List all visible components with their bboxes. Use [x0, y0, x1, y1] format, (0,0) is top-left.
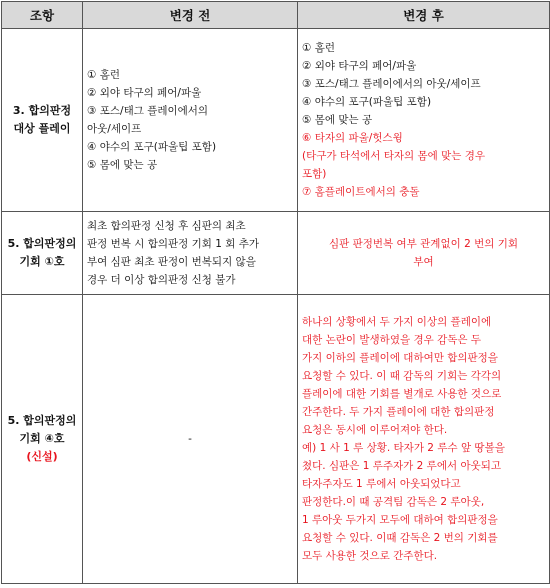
label-line: 기회 ①호: [19, 255, 65, 268]
after-line-new: 요청은 동시에 이루어져야 한다.: [302, 424, 448, 436]
before-line: 부여 심판 최초 판정이 번복되지 않을: [87, 256, 256, 268]
after-line-new: 쳤다. 심판은 1 루주자가 2 루에서 아웃되고: [302, 460, 502, 472]
header-after: 변경 후: [298, 2, 550, 29]
label-line: 5. 합의판정의: [7, 237, 77, 250]
new-clause-badge: (신설): [26, 450, 58, 463]
header-article: 조항: [2, 2, 83, 29]
before-cell: [83, 29, 298, 212]
after-line-new: 판정한다.이 때 공격팀 감독은 2 루아웃,: [302, 496, 485, 508]
after-line-new: 모두 사용한 것으로 간주한다.: [302, 550, 438, 562]
after-cell: [298, 29, 550, 212]
before-line: 경우 더 이상 합의판정 신청 불가: [87, 274, 236, 286]
after-line-new: 간주한다. 두 가지 플레이에 대한 합의판정: [302, 406, 495, 418]
after-cell: [298, 212, 550, 295]
label-line: 기회 ④호: [19, 432, 65, 445]
after-line-new: 1 루아웃 두가지 모두에 대하여 합의판정을: [302, 514, 498, 526]
label-line: 3. 합의판정: [12, 104, 72, 117]
before-line: ④ 야수의 포구(파울팁 포함): [87, 141, 217, 153]
rule-change-table: [1, 1, 550, 584]
after-line-new: 하나의 상황에서 두 가지 이상의 플레이에: [302, 316, 492, 328]
table-row: [2, 29, 550, 212]
before-line: 판정 번복 시 합의판정 기회 1 회 추가: [87, 238, 260, 250]
row-label: [2, 295, 83, 584]
before-line: ② 외야 타구의 페어/파울: [87, 87, 202, 99]
label-line: 5. 합의판정의: [7, 414, 77, 427]
after-line: ② 외야 타구의 페어/파울: [302, 60, 417, 72]
before-empty-dash: -: [188, 433, 192, 445]
table-row: [2, 295, 550, 584]
before-line: ③ 포스/태그 플레이에서의: [87, 105, 209, 117]
before-cell: [83, 295, 298, 584]
after-line-new: 요청할 수 있다. 이 때 감독의 기회는 각각의: [302, 370, 502, 382]
before-line: ① 홈런: [87, 69, 121, 81]
before-cell: [83, 212, 298, 295]
before-line: 최초 합의판정 신청 후 심판의 최초: [87, 220, 246, 232]
before-line: 아웃/세이프: [87, 123, 142, 135]
after-line-new: 예) 1 사 1 루 상황. 타자가 2 루수 앞 땅볼을: [302, 442, 505, 454]
header-row: [2, 2, 550, 29]
after-line-new: 요청할 수 있다. 이때 감독은 2 번의 기회를: [302, 532, 498, 544]
after-line-new: 심판 판정번복 여부 관계없이 2 번의 기회: [329, 238, 518, 250]
row-label: [2, 212, 83, 295]
after-cell: [298, 295, 550, 584]
after-line-new: 부여: [413, 256, 434, 268]
after-line-new: ⑥ 타자의 파울/헛스윙: [302, 132, 403, 144]
after-line-new: 대한 논란이 발생하였을 경우 감독은 두: [302, 334, 481, 346]
after-line-new: 플레이에 대한 기회를 별개로 사용한 것으로: [302, 388, 502, 400]
after-line-new: (타구가 타석에서 타자의 몸에 맞는 경우: [302, 150, 486, 162]
row-label: [2, 29, 83, 212]
after-line-new: 포함): [302, 168, 327, 180]
header-before: 변경 전: [83, 2, 298, 29]
after-line: ③ 포스/태그 플레이에서의 아웃/세이프: [302, 78, 481, 90]
label-line: 대상 플레이: [13, 122, 71, 135]
table-row: [2, 212, 550, 295]
after-line: ① 홈런: [302, 42, 336, 54]
after-line: ④ 야수의 포구(파울팁 포함): [302, 96, 432, 108]
after-line-new: 가지 이하의 플레이에 대하여만 합의판정을: [302, 352, 498, 364]
before-line: ⑤ 몸에 맞는 공: [87, 159, 158, 171]
after-line-new: ⑦ 홈플레이트에서의 충돌: [302, 186, 420, 198]
after-line-new: 타자주자도 1 루에서 아웃되었다고: [302, 478, 461, 490]
after-line: ⑤ 몸에 맞는 공: [302, 114, 373, 126]
